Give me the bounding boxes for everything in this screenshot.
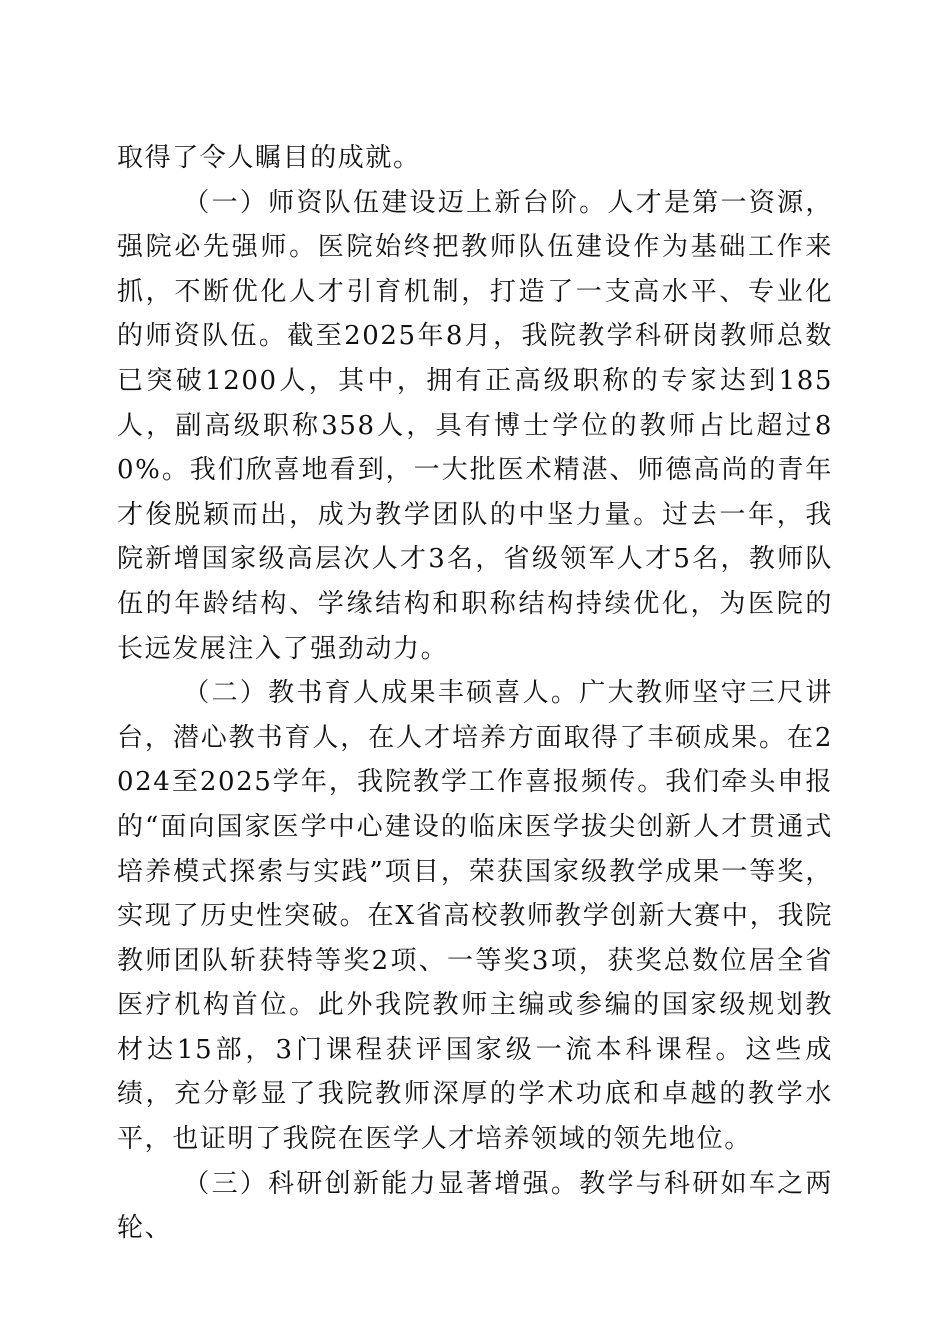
section-heading-1: （一）师资队伍建设迈上新台阶。	[183, 187, 608, 218]
paragraph-section-2	[117, 671, 833, 1162]
paragraph-text: 取得了令人瞩目的成就。	[117, 143, 421, 173]
paragraph-text: 教学与科研如车之两轮、	[117, 1168, 834, 1244]
document-body	[117, 136, 833, 1251]
section-heading-3: （三）科研创新能力显著增强。	[183, 1168, 580, 1199]
paragraph-section-1	[117, 181, 833, 672]
paragraph-continuation	[117, 136, 833, 181]
paragraph-section-3	[117, 1162, 833, 1251]
section-heading-2: （二）教书育人成果丰硕喜人。	[183, 678, 580, 709]
paragraph-text: 广大教师坚守三尺讲台，潜心教书育人，在人才培养方面取得了丰硕成果。在2024至2025学年，我院教学工作喜报频传。我们牵头申报的“面向国家医学中心建设的临床医学拔尖创新人才贯通式培养模式探索与实践”项目，荣获国家级教学成果一等奖，实现了历史性突破。在X省高校教师教学创新大赛中，我院教师团队斩获特等奖2项、一等奖3项，获奖总数位居全省医疗机构首位。此外我院教师主编或参编的国家级规划教材达15部，3门课程获评国家级一流本科课程。这些成绩，充分彰显了我院教师深厚的学术功底和卓越的教学水平，也证明了我院在医学人才培养领域的领先地位。	[117, 678, 834, 1155]
paragraph-text: 人才是第一资源，强院必先强师。医院始终把教师队伍建设作为基础工作来抓，不断优化人才引育机制，打造了一支高水平、专业化的师资队伍。截至2025年8月，我院教学科研岗教师总数已突破1200人，其中，拥有正高级职称的专家达到185人，副高级职称358人，具有博士学位的教师占比超过80%。我们欣喜地看到，一大批医术精湛、师德高尚的青年才俊脱颖而出，成为教学团队的中坚力量。过去一年，我院新增国家级高层次人才3名，省级领军人才5名，教师队伍的年龄结构、学缘结构和职称结构持续优化，为医院的长远发展注入了强劲动力。	[117, 187, 833, 664]
